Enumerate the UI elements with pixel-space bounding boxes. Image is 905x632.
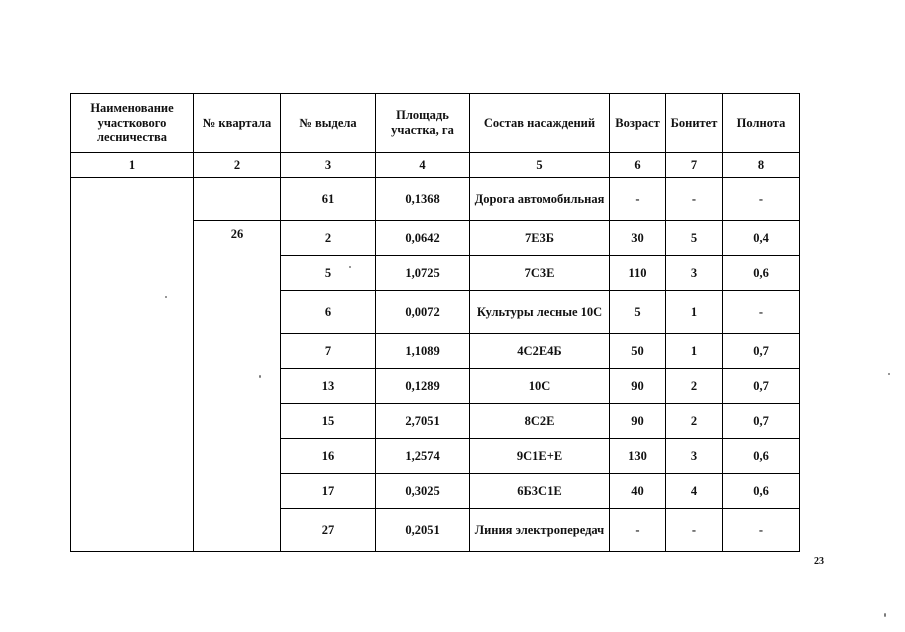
- density-cell: 0,6: [723, 439, 800, 474]
- scan-speck: [349, 266, 351, 268]
- composition-cell: Дорога автомобильная: [470, 178, 610, 221]
- header-composition: Состав насаждений: [470, 94, 610, 153]
- bonitet-cell: -: [666, 178, 723, 221]
- bonitet-cell: 3: [666, 256, 723, 291]
- area-cell: 2,7051: [376, 404, 470, 439]
- area-cell: 0,1368: [376, 178, 470, 221]
- section-cell: 7: [281, 334, 376, 369]
- density-cell: -: [723, 509, 800, 552]
- section-cell: 27: [281, 509, 376, 552]
- page-number: 23: [814, 556, 824, 567]
- bonitet-cell: 1: [666, 291, 723, 334]
- composition-cell: 4С2Е4Б: [470, 334, 610, 369]
- density-cell: -: [723, 178, 800, 221]
- bonitet-cell: 2: [666, 369, 723, 404]
- age-cell: 5: [610, 291, 666, 334]
- column-number: 4: [376, 153, 470, 178]
- section-cell: 5: [281, 256, 376, 291]
- column-number: 7: [666, 153, 723, 178]
- area-cell: 0,0072: [376, 291, 470, 334]
- density-cell: -: [723, 291, 800, 334]
- density-cell: 0,7: [723, 369, 800, 404]
- header-bonitet: Бонитет: [666, 94, 723, 153]
- quarter-cell: [194, 178, 281, 221]
- header-section-number: № выдела: [281, 94, 376, 153]
- section-cell: 17: [281, 474, 376, 509]
- composition-cell: 7Е3Б: [470, 221, 610, 256]
- age-cell: 90: [610, 369, 666, 404]
- header-area: Площадь участка, га: [376, 94, 470, 153]
- table-row: [71, 178, 800, 221]
- bonitet-cell: 2: [666, 404, 723, 439]
- area-cell: 1,1089: [376, 334, 470, 369]
- bonitet-cell: -: [666, 509, 723, 552]
- column-number: 1: [71, 153, 194, 178]
- quarter-group-cell: 26: [194, 221, 281, 552]
- bonitet-cell: 3: [666, 439, 723, 474]
- composition-cell: 8С2Е: [470, 404, 610, 439]
- density-cell: 0,4: [723, 221, 800, 256]
- age-cell: 40: [610, 474, 666, 509]
- age-cell: 30: [610, 221, 666, 256]
- composition-cell: 7С3Е: [470, 256, 610, 291]
- area-cell: 1,0725: [376, 256, 470, 291]
- scan-speck: [259, 375, 261, 378]
- column-number-row: [71, 153, 800, 178]
- column-number: 6: [610, 153, 666, 178]
- density-cell: 0,6: [723, 474, 800, 509]
- section-cell: 15: [281, 404, 376, 439]
- section-cell: 61: [281, 178, 376, 221]
- column-number: 5: [470, 153, 610, 178]
- scan-speck: [165, 296, 167, 298]
- area-cell: 0,3025: [376, 474, 470, 509]
- section-cell: 6: [281, 291, 376, 334]
- composition-cell: 10С: [470, 369, 610, 404]
- column-number: 8: [723, 153, 800, 178]
- age-cell: -: [610, 178, 666, 221]
- age-cell: 110: [610, 256, 666, 291]
- area-cell: 0,2051: [376, 509, 470, 552]
- age-cell: 90: [610, 404, 666, 439]
- forest-plot-table: [70, 93, 800, 552]
- composition-cell: Культуры лесные 10С: [470, 291, 610, 334]
- composition-cell: 9С1Е+Е: [470, 439, 610, 474]
- area-cell: 1,2574: [376, 439, 470, 474]
- area-cell: 0,0642: [376, 221, 470, 256]
- header-row: [71, 94, 800, 153]
- scan-speck: [884, 613, 886, 617]
- header-age: Возраст: [610, 94, 666, 153]
- bonitet-cell: 4: [666, 474, 723, 509]
- header-quarter-number: № квартала: [194, 94, 281, 153]
- density-cell: 0,7: [723, 334, 800, 369]
- column-number: 3: [281, 153, 376, 178]
- bonitet-cell: 1: [666, 334, 723, 369]
- age-cell: -: [610, 509, 666, 552]
- composition-cell: Линия электропередач: [470, 509, 610, 552]
- age-cell: 50: [610, 334, 666, 369]
- scan-speck: [888, 373, 890, 375]
- density-cell: 0,7: [723, 404, 800, 439]
- area-cell: 0,1289: [376, 369, 470, 404]
- section-cell: 16: [281, 439, 376, 474]
- forestry-name-cell: [71, 178, 194, 552]
- header-forestry-name: Наименование участкового лесничества: [71, 94, 194, 153]
- composition-cell: 6Б3С1Е: [470, 474, 610, 509]
- age-cell: 130: [610, 439, 666, 474]
- density-cell: 0,6: [723, 256, 800, 291]
- column-number: 2: [194, 153, 281, 178]
- section-cell: 13: [281, 369, 376, 404]
- bonitet-cell: 5: [666, 221, 723, 256]
- section-cell: 2: [281, 221, 376, 256]
- header-density: Полнота: [723, 94, 800, 153]
